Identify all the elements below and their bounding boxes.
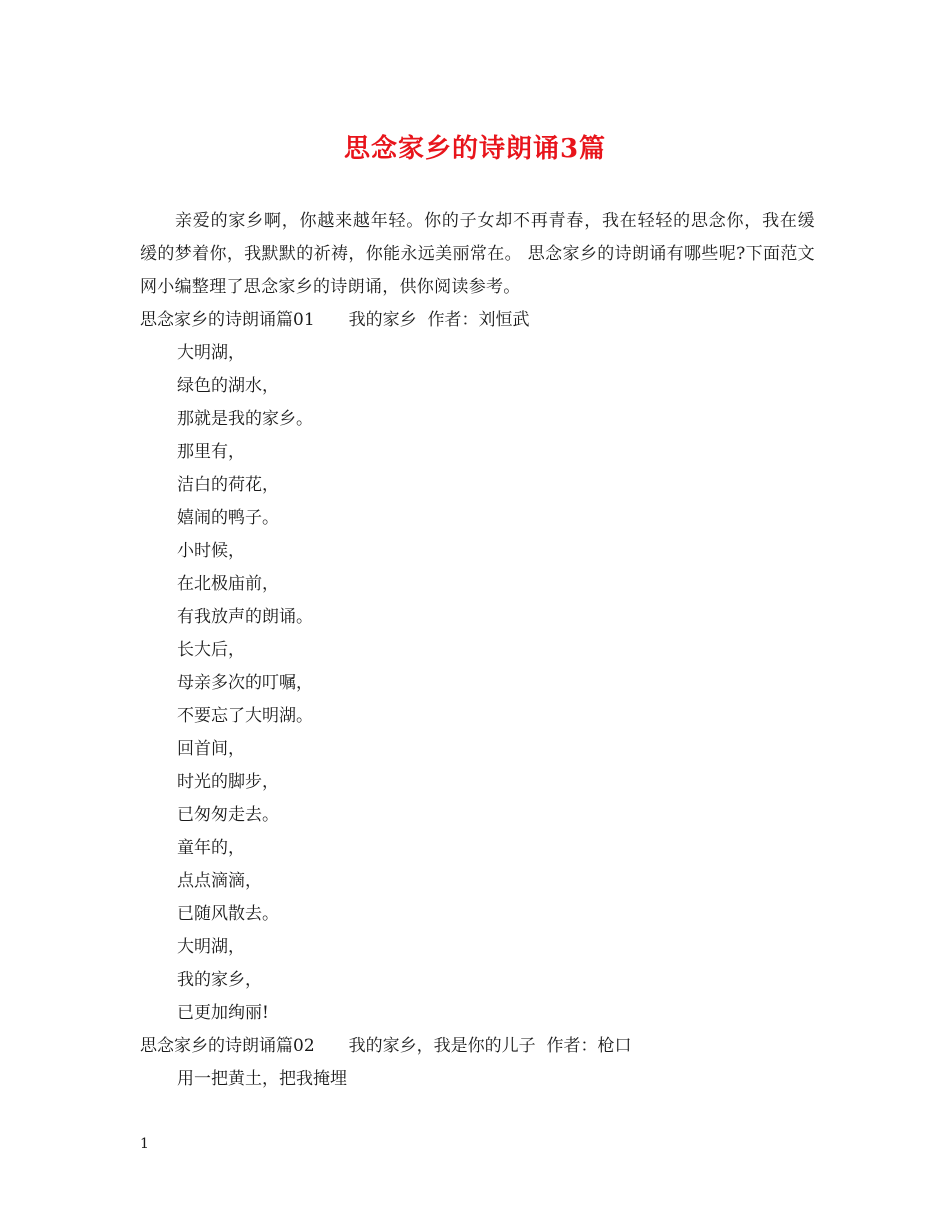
document-body <box>140 205 815 1096</box>
section-heading-1: 思念家乡的诗朗诵篇01 我的家乡 作者：刘恒武 <box>140 310 530 330</box>
poem-line: 母亲多次的叮嘱， <box>177 673 313 693</box>
poem-line: 已随风散去。 <box>177 904 279 924</box>
poem-line: 不要忘了大明湖。 <box>177 706 313 726</box>
poem-line: 有我放声的朗诵。 <box>177 607 313 627</box>
intro-paragraph: 亲爱的家乡啊，你越来越年轻。你的子女却不再青春，我在轻轻的思念你，我在缓缓的梦着你，我默默的祈祷，你能永远美丽常在。 思念家乡的诗朗诵有哪些呢?下面范文网小编整理了思念家乡的诗朗诵，供你阅读参考。 <box>140 211 815 297</box>
poem-line: 洁白的荷花， <box>177 475 279 495</box>
poem-line: 回首间， <box>177 739 245 759</box>
poem-2 <box>140 1063 815 1096</box>
poem-line: 绿色的湖水， <box>177 376 279 396</box>
poem-1 <box>140 337 815 1030</box>
poem-line: 用一把黄土，把我掩埋 <box>177 1069 347 1089</box>
poem-line: 点点滴滴， <box>177 871 262 891</box>
poem-line: 小时候， <box>177 541 245 561</box>
poem-line: 已更加绚丽! <box>177 1003 269 1023</box>
poem-line: 在北极庙前， <box>177 574 279 594</box>
poem-line: 童年的， <box>177 838 245 858</box>
poem-line: 嬉闹的鸭子。 <box>177 508 279 528</box>
poem-line: 长大后， <box>177 640 245 660</box>
poem-line: 我的家乡， <box>177 970 262 990</box>
section-heading-2: 思念家乡的诗朗诵篇02 我的家乡，我是你的儿子 作者：枪口 <box>140 1036 632 1056</box>
page-number: 1 <box>140 1136 149 1152</box>
poem-line: 时光的脚步， <box>177 772 279 792</box>
document-title: 思念家乡的诗朗诵3篇 <box>343 134 607 164</box>
poem-line: 大明湖， <box>177 343 245 363</box>
poem-line: 已匆匆走去。 <box>177 805 279 825</box>
poem-line: 那就是我的家乡。 <box>177 409 313 429</box>
poem-line: 大明湖， <box>177 937 245 957</box>
poem-line: 那里有， <box>177 442 245 462</box>
